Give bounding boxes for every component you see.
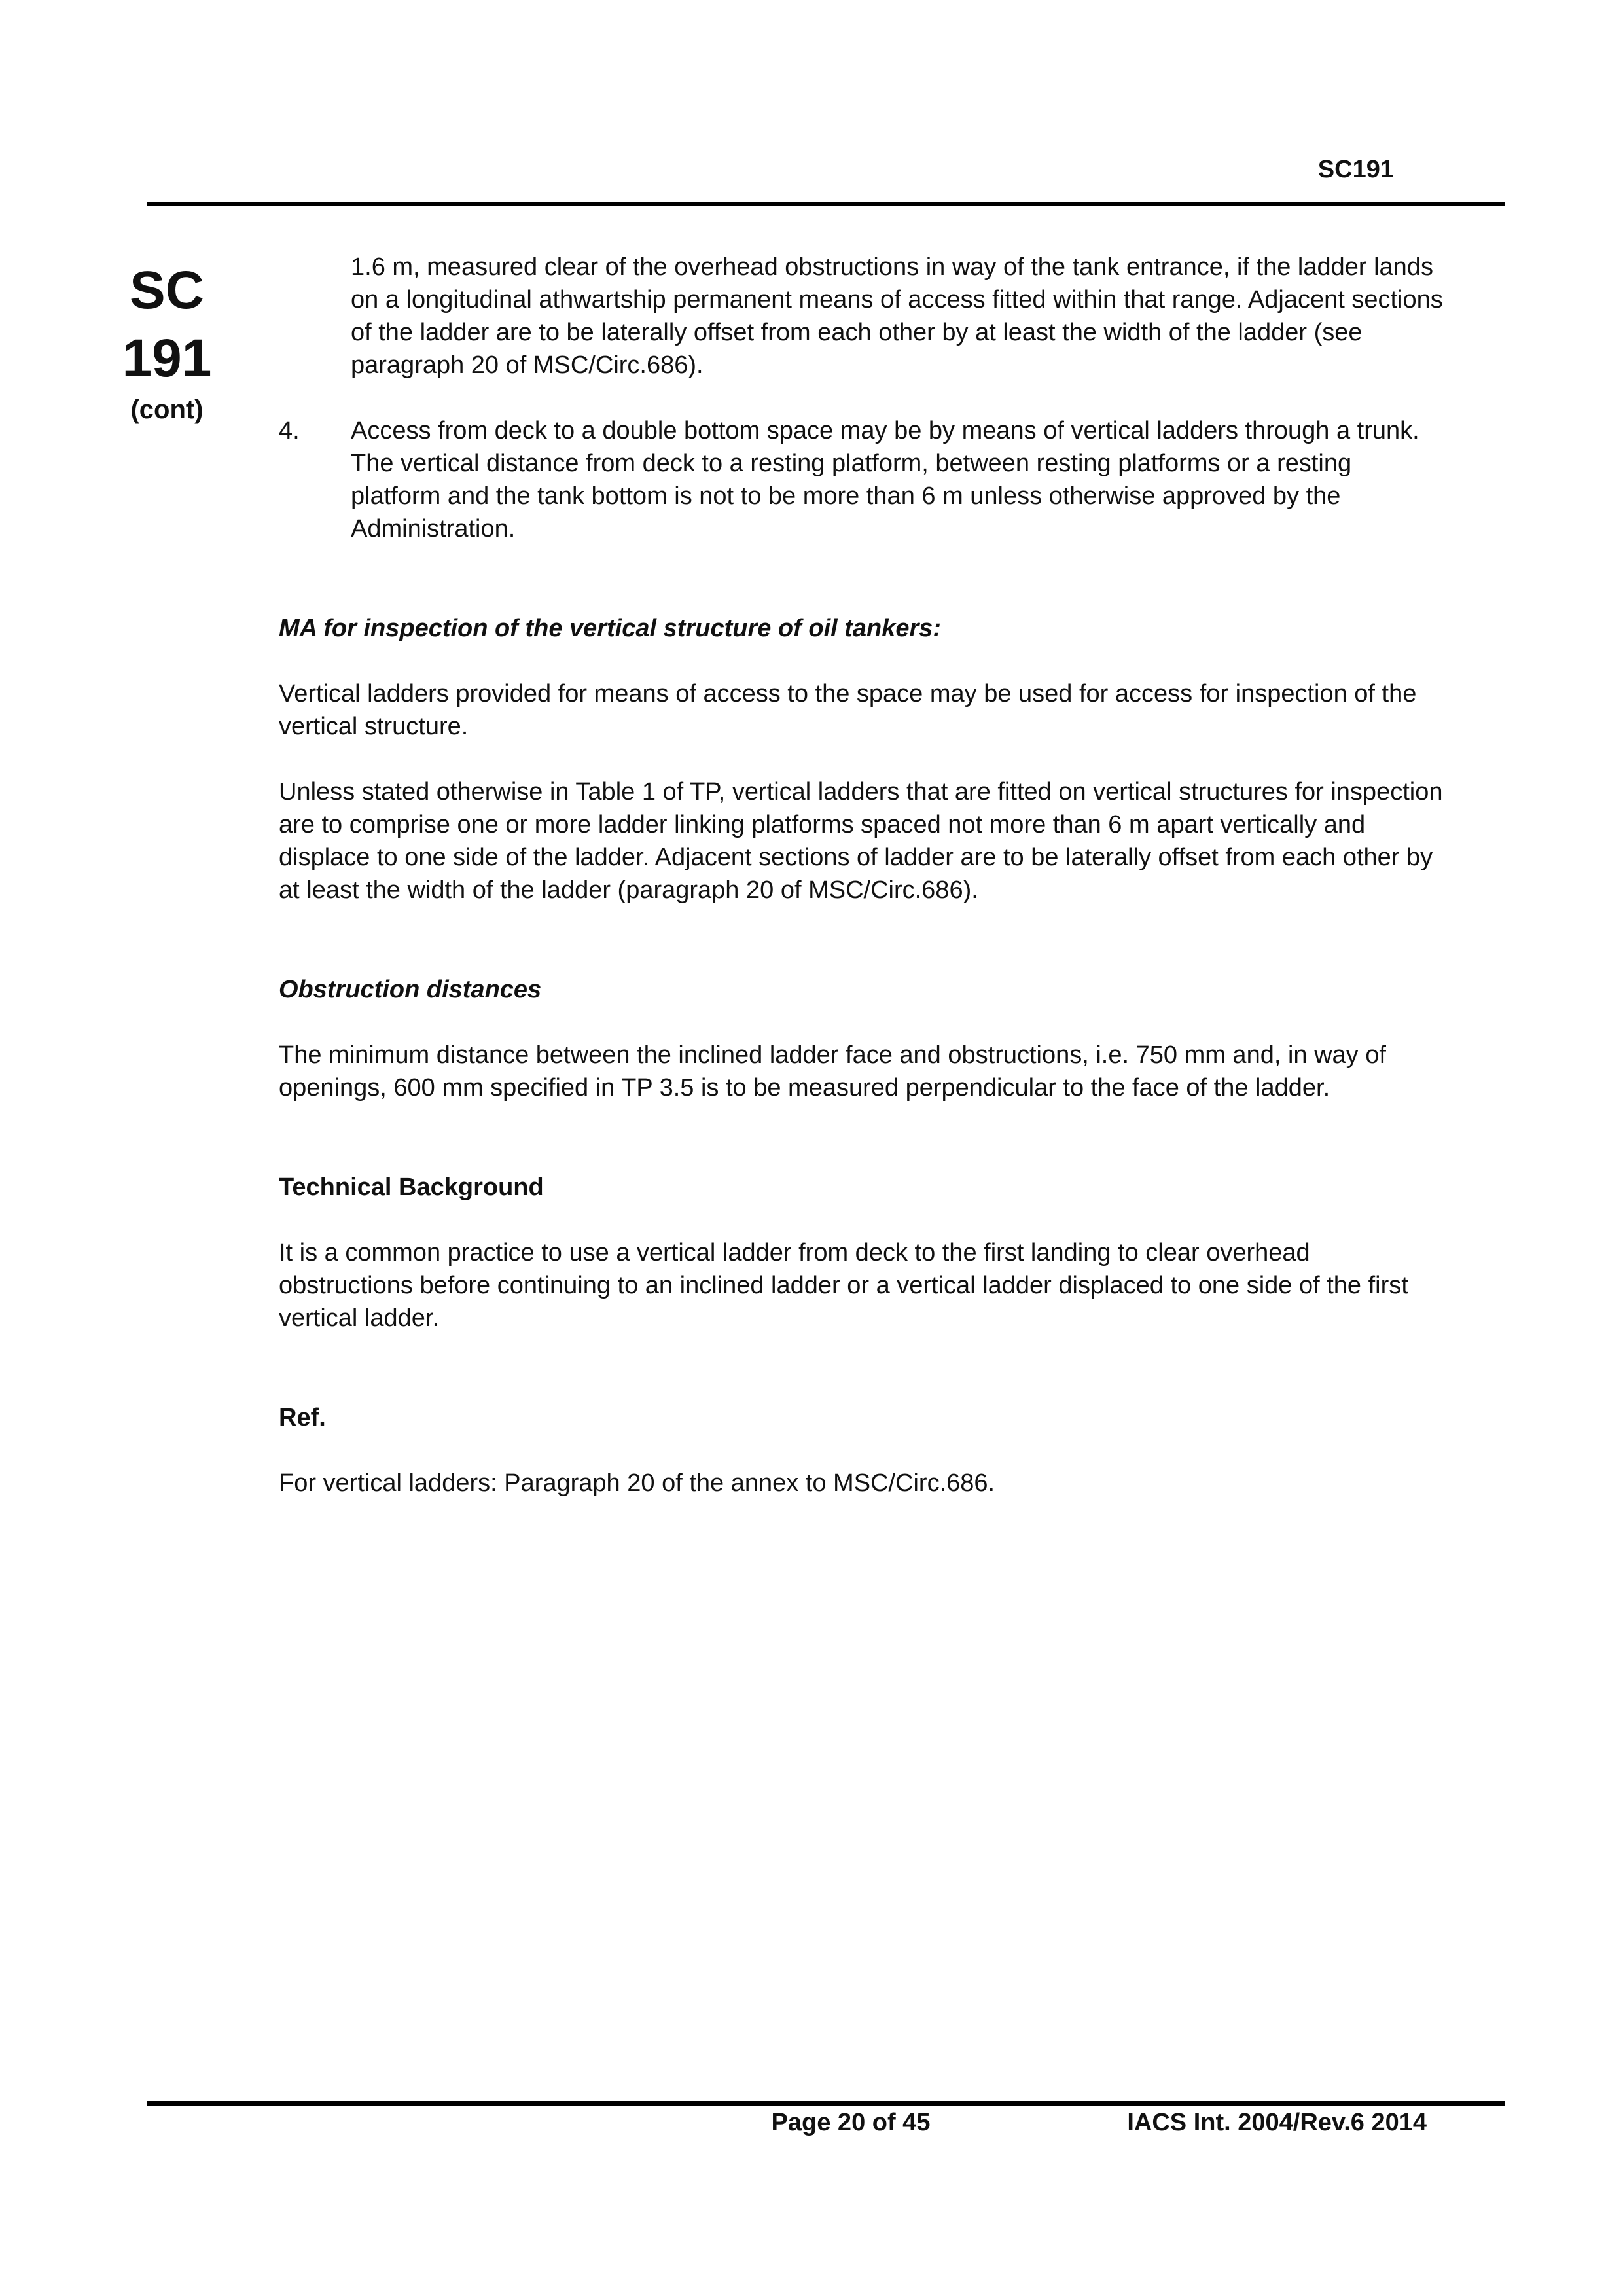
side-label-number: 191 — [122, 329, 212, 388]
background-paragraph: It is a common practice to use a vertical ladder from deck to the first landing to clear overhead obstructions before continuing to an inclined ladder or a vertical ladder displaced to one side of the first vertical ladder. — [279, 1239, 1408, 1332]
list-item-number: 4. — [279, 417, 300, 444]
section-heading-ref: Ref. — [279, 1404, 326, 1431]
list-item-text: Access from deck to a double bottom space may be by means of vertical ladders through a trunk. The vertical distance from deck to a resting platform, between resting platforms or a resting platform and the tank bottom is not to be more than 6 m unless otherwise approved by the Administration. — [351, 417, 1419, 543]
section-heading-ma: MA for inspection of the vertical structure of oil tankers: — [279, 615, 942, 642]
header-document-code: SC191 — [1317, 156, 1394, 183]
footer-document-reference: IACS Int. 2004/Rev.6 2014 — [1127, 2109, 1427, 2136]
section-heading-background: Technical Background — [279, 1174, 544, 1201]
ma-paragraph-2: Unless stated otherwise in Table 1 of TP, vertical ladders that are fitted on vertical structures for inspection are to comprise one or more ladder linking platforms spaced not more than 6 m apart vertically and displace to one side of the ladder. Adjacent sections of ladder are to be laterally offset from each other by at least the width of the ladder (paragraph 20 of MSC/Circ.686). — [279, 778, 1443, 904]
obstruction-paragraph: The minimum distance between the inclined ladder face and obstructions, i.e. 750 mm and, in way of openings, 600 mm specified in TP 3.5 is to be measured perpendicular to the face of the ladder. — [279, 1041, 1386, 1102]
list-item-4 — [279, 414, 1444, 545]
footer-page-number: Page 20 of 45 — [771, 2109, 931, 2136]
section-heading-obstruction: Obstruction distances — [279, 976, 542, 1003]
side-label — [118, 257, 216, 423]
header-rule — [147, 202, 1505, 206]
ref-paragraph: For vertical ladders: Paragraph 20 of the annex to MSC/Circ.686. — [279, 1469, 995, 1497]
footer-rule — [147, 2101, 1505, 2106]
continuation-paragraph: 1.6 m, measured clear of the overhead obstructions in way of the tank entrance, if the ladder lands on a longitudinal athwartship permanent means of access fitted within that range. Adjacent sections of the ladder are to be laterally offset from each other by at least the width of the ladder (see paragraph 20 of MSC/Circ.686). — [351, 253, 1443, 379]
side-label-code: SC — [130, 260, 204, 320]
side-label-cont: (cont) — [130, 395, 204, 424]
document-body — [279, 251, 1444, 1499]
ma-paragraph-1: Vertical ladders provided for means of access to the space may be used for access for inspection of the vertical structure. — [279, 680, 1417, 740]
